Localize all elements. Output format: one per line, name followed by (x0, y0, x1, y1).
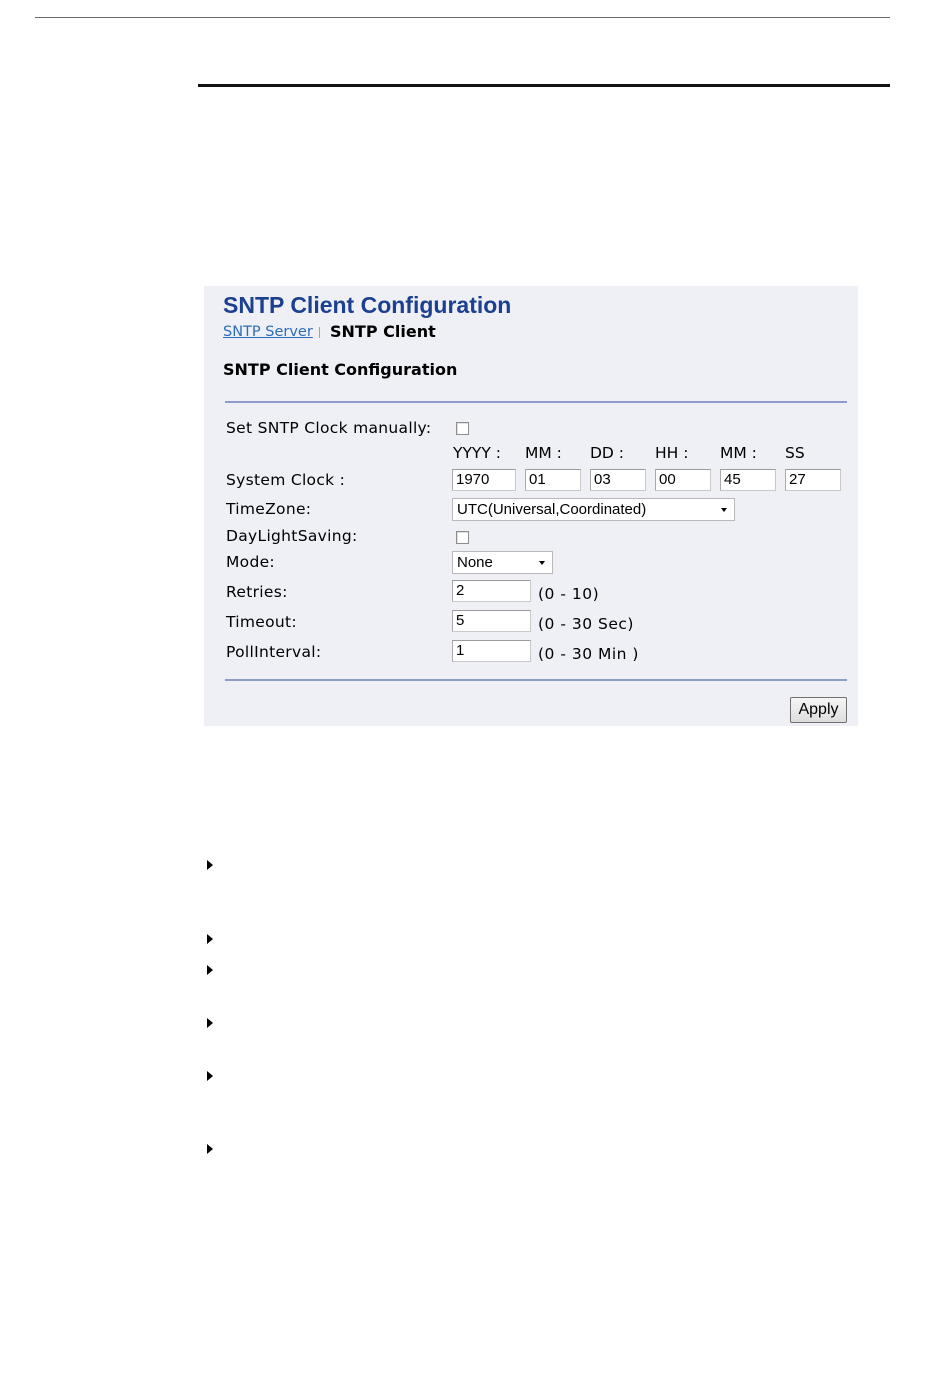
breadcrumb-link-sntp-server[interactable]: SNTP Server (223, 324, 313, 340)
divider-top (225, 401, 847, 403)
daylight-saving-checkbox[interactable] (456, 531, 469, 544)
divider-bottom (225, 679, 847, 681)
breadcrumb-current: SNTP Client (330, 322, 436, 341)
mode-select[interactable] (452, 551, 553, 574)
timeout-label: Timeout: (226, 613, 297, 631)
triangle-right-icon (207, 1144, 213, 1154)
mode-label: Mode: (226, 553, 275, 571)
apply-button[interactable]: Apply (790, 697, 847, 723)
system-clock-label: System Clock : (226, 471, 346, 489)
triangle-right-icon (207, 934, 213, 944)
triangle-right-icon (207, 1018, 213, 1028)
triangle-right-icon (207, 965, 213, 975)
triangle-right-icon (207, 860, 213, 870)
clock-minute-input[interactable]: 45 (720, 469, 776, 491)
poll-interval-label: PollInterval: (226, 643, 322, 661)
clock-header-hour: HH : (655, 444, 689, 462)
section-heading-rule (198, 84, 890, 87)
sntp-client-config-panel (204, 286, 858, 726)
clock-header-year: YYYY : (453, 444, 502, 462)
clock-header-minute: MM : (720, 444, 757, 462)
chevron-down-icon (721, 508, 727, 512)
mode-selected-value: None (457, 554, 493, 571)
timezone-select[interactable] (452, 498, 735, 521)
breadcrumb-separator (319, 327, 320, 338)
timeout-input[interactable]: 5 (452, 610, 531, 632)
clock-hour-input[interactable]: 00 (655, 469, 711, 491)
page-title: SNTP Client Configuration (223, 292, 512, 318)
clock-header-month: MM : (525, 444, 562, 462)
clock-header-day: DD : (590, 444, 625, 462)
section-title: SNTP Client Configuration (223, 360, 458, 379)
clock-second-input[interactable]: 27 (785, 469, 841, 491)
retries-input[interactable]: 2 (452, 580, 531, 602)
clock-day-input[interactable]: 03 (590, 469, 646, 491)
chevron-down-icon (539, 561, 545, 565)
daylight-saving-label: DayLightSaving: (226, 527, 358, 545)
retries-label: Retries: (226, 583, 288, 601)
timezone-selected-value: UTC(Universal,Coordinated) (457, 501, 647, 518)
timezone-label: TimeZone: (226, 500, 312, 518)
poll-interval-input[interactable]: 1 (452, 640, 531, 662)
clock-year-input[interactable]: 1970 (452, 469, 516, 491)
clock-header-second: SS (785, 444, 805, 462)
retries-range: (0 - 10) (538, 585, 600, 603)
set-clock-manually-label: Set SNTP Clock manually: (226, 419, 432, 437)
poll-interval-range: (0 - 30 Min ) (538, 645, 639, 663)
page-header-rule (35, 17, 890, 18)
timeout-range: (0 - 30 Sec) (538, 615, 634, 633)
clock-month-input[interactable]: 01 (525, 469, 581, 491)
set-clock-manually-checkbox[interactable] (456, 422, 469, 435)
triangle-right-icon (207, 1071, 213, 1081)
